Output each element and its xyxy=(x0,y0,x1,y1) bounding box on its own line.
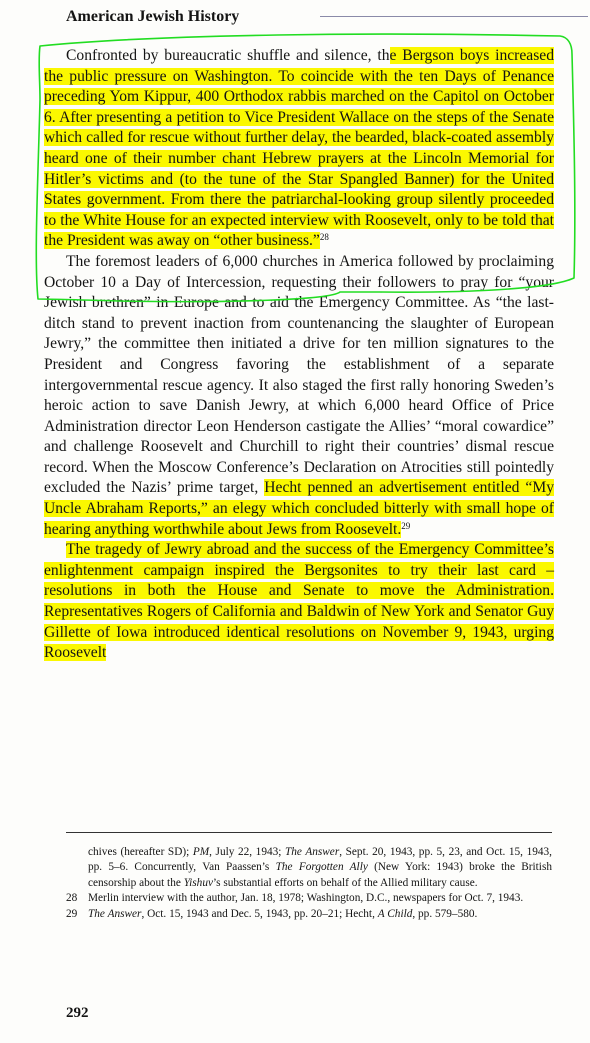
footnote-text: The Forgotten Ally xyxy=(275,861,368,874)
footnote-text: chives (hereafter SD); xyxy=(88,846,193,858)
footnote xyxy=(66,845,552,891)
highlighted-text: Hecht penned an advertisement entitled “My Uncle Abraham Reports,” an elegy which concluded bitterly with small hope of hearing anything worthwhile about Jews from Roosevelt. xyxy=(44,479,554,538)
footnote-number: 28 xyxy=(66,892,78,905)
highlighted-text: The tragedy of Jewry abroad and the success of the Emergency Committee’s enlightenment campaign inspired the Bergsonites to try their last card – resolutions in both the House and Senate to move the Administration. Representatives Rogers of California and Baldwin of New York and Senator Guy Gillette of Iowa introduced identical resolutions on November 9, 1943, urging Roosevelt xyxy=(44,541,554,662)
footnote xyxy=(66,891,552,906)
footnote-text: Merlin interview with the author, Jan. 18, 1978; Washington, D.C., newspapers for Oct. 7, 1943. xyxy=(88,892,524,905)
footnote-text: , Oct. 15, 1943 and Dec. 5, 1943, pp. 20–21; Hecht, xyxy=(141,907,378,920)
footnote xyxy=(66,907,552,922)
text-run: The foremost leaders of 6,000 churches in America followed by proclaiming October 10 a Day of Intercession, requesting their followers to pray for “your Jewish brethren” in Europe and to aid the Emergency Committee. As “the last-ditch stand to prevent inaction from countenancing the slaughter of European Jewry,” the committee then initiated a drive for ten million signatures to the President and Congress favoring the establishment of a separate intergovernmental rescue agency. It also staged the first rally honoring Sweden’s heroic action to save Danish Jewry, at which 6,000 heard Office of Price Administration director Leon Henderson castigate the Allies’ “moral cowardice” and challenge Roosevelt and Churchill to right their countries’ dismal rescue record. When the Moscow Conference’s Declaration on Atrocities still pointedly excluded the Nazis’ prime target, xyxy=(44,252,554,497)
header-rule xyxy=(320,16,588,17)
footnote-text: Yishuv xyxy=(183,876,213,889)
paragraph xyxy=(44,540,554,664)
page-number: 292 xyxy=(66,1005,89,1021)
paragraph xyxy=(44,46,554,252)
footnote-text: ’s substantial efforts on behalf of the Allied military cause. xyxy=(212,876,478,889)
body-text xyxy=(44,46,554,664)
footnote-text: PM xyxy=(192,846,210,858)
footnote-text: A Child xyxy=(377,907,413,920)
footnote-rule xyxy=(66,832,552,833)
footnote-text: , Sept. 20, 1943, pp. 5, 23, and Oct. 15, 1943, pp. 5–6. Concurrently, Van Paassen’s xyxy=(88,846,552,874)
paragraph xyxy=(44,252,554,540)
running-header: American Jewish History xyxy=(66,8,240,25)
footnote-text: The Answer xyxy=(285,846,340,858)
footnote-text: , pp. 579–580. xyxy=(412,907,478,920)
text-run: Confronted by bureaucratic shuffle and silence, th xyxy=(66,47,390,64)
footnote-text: (New York: 1943) broke the British censorship about the xyxy=(88,861,552,889)
footnote-text: The Answer xyxy=(88,907,142,920)
footnotes xyxy=(66,845,552,922)
footnote-text: , July 22, 1943; xyxy=(209,846,285,858)
highlighted-text: e Bergson boys increased the public pressure on Washington. To coincide with the ten Days of Penance preceding Yom Kippur, 400 Orthodox rabbis marched on the Capitol on October 6. After presenting a petition to Vice President Wallace on the steps of the Senate which called for rescue without further delay, the bearded, black-coated assembly heard one of their number chant Hebrew prayers at the Lincoln Memorial for Hitler’s victims and (to the tune of the Star Spangled Banner) for the United States government. From there the patriarchal-looking group silently proceeded to the White House for an expected interview with Roosevelt, only to be told that the President was away on “other business.” xyxy=(44,47,554,250)
footnote-ref: 28 xyxy=(319,232,329,243)
footnote-ref: 29 xyxy=(401,520,411,531)
footnote-number: 29 xyxy=(66,907,78,920)
